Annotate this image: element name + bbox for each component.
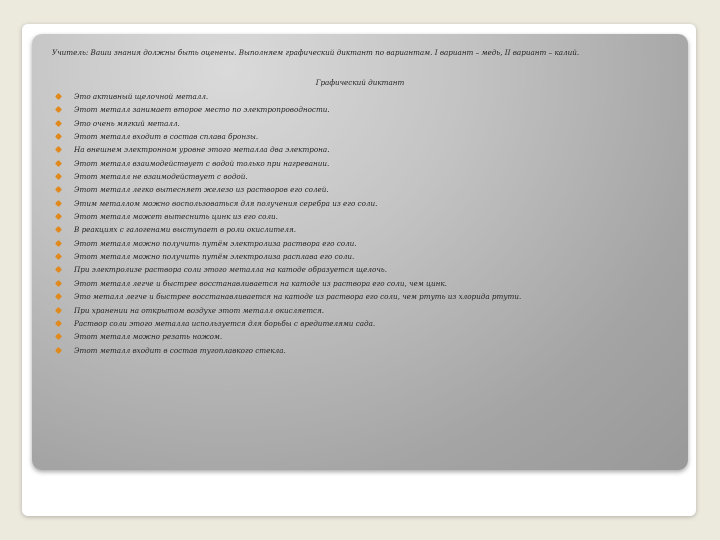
bullet-icon (55, 346, 62, 353)
bullet-icon (55, 333, 62, 340)
bullet-icon (55, 120, 62, 127)
bullet-icon (55, 240, 62, 247)
list-item-text: Этот металл занимает второе место по электропроводности. (74, 105, 330, 115)
bullet-icon (55, 320, 62, 327)
list-item (52, 304, 521, 317)
bullet-icon (55, 280, 62, 287)
list-item-text: Этот металл можно получить путём электролиза раствора его соли. (74, 238, 357, 248)
list-item (52, 130, 521, 143)
list-item-text: На внешнем электронном уровне этого металла два электрона. (74, 145, 330, 155)
list-item (52, 210, 521, 223)
bullet-icon (55, 200, 62, 207)
list-item-text: Это активный щелочной металл. (74, 92, 209, 101)
list-item (52, 344, 521, 357)
dictation-title: Графический диктант (315, 78, 405, 87)
list-item-text: При хранении на открытом воздухе этот металл окисляется. (74, 305, 325, 315)
list-item-text: Этим металлом можно воспользоваться для получения серебра из его соли. (74, 198, 378, 208)
bullet-icon (55, 160, 62, 167)
bullet-icon (55, 253, 62, 260)
list-item-text: При электролизе раствора соли этого металла на катоде образуется щелочь. (74, 265, 388, 275)
list-item-text: В реакциях с галогенами выступает в роли окислителя. (74, 225, 297, 235)
list-item-text: Этот металл может вытеснить цинк из его соли. (74, 212, 278, 222)
bullet-icon (55, 93, 62, 100)
list-item (52, 90, 521, 103)
list-item (52, 223, 521, 236)
list-item-text: Это очень мягкий металл. (74, 118, 180, 128)
list-item-text: Это металл легче и быстрее восстанавливается на катоде из раствора его соли, чем ртуть из хлорида ртути. (74, 292, 522, 302)
list-item (52, 237, 521, 250)
list-item-text: Этот металл взаимодействует с водой только при нагревании. (74, 158, 330, 168)
bullet-icon (55, 226, 62, 233)
list-item (52, 290, 521, 303)
list-item-text: Этот металл легко вытесняет железо из растворов его солей. (74, 185, 329, 195)
list-item (52, 250, 521, 263)
bullet-icon (55, 106, 62, 113)
list-item (52, 183, 521, 196)
list-item (52, 117, 521, 130)
list-item-text: Этот металл можно получить путём электролиза расплава его соли. (74, 252, 355, 262)
bullet-icon (55, 306, 62, 313)
list-item-text: Этот металл входит в состав тугоплавкого стекла. (74, 345, 286, 355)
list-item (52, 263, 521, 276)
dictation-list (52, 90, 521, 357)
list-item-text: Этот металл входит в состав сплава бронзы. (74, 132, 259, 142)
list-item (52, 277, 521, 290)
bullet-icon (55, 186, 62, 193)
list-item-text: Этот металл не взаимодействует с водой. (74, 172, 248, 182)
bullet-icon (55, 213, 62, 220)
list-item-text: Этот металл можно резать ножом. (74, 332, 223, 342)
bullet-icon (55, 146, 62, 153)
bullet-icon (55, 173, 62, 180)
slide (32, 34, 688, 470)
list-item (52, 103, 521, 116)
list-item (52, 317, 521, 330)
bullet-icon (55, 293, 62, 300)
list-item (52, 197, 521, 210)
list-item (52, 330, 521, 343)
bullet-icon (55, 266, 62, 273)
list-item-text: Раствор соли этого металла используется для борьбы с вредителями сада. (74, 318, 376, 328)
bullet-icon (55, 133, 62, 140)
list-item (52, 157, 521, 170)
list-item-text: Этот металл легче и быстрее восстанавливается на катоде из раствора его соли, чем цинк. (74, 278, 447, 288)
list-item (52, 143, 521, 156)
intro-text: Учитель: Ваши знания должны быть оценены. Выполняем графический диктант по вариантам. I вариант – медь, II вариант – калий. (52, 48, 580, 57)
list-item (52, 170, 521, 183)
